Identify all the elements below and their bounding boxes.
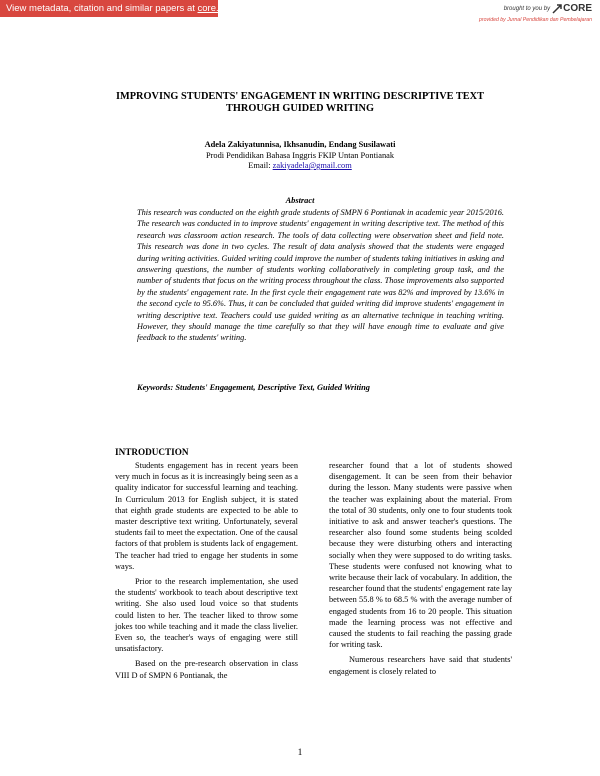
author-block (100, 140, 500, 172)
keywords: Keywords: Students' Engagement, Descriptive Text, Guided Writing (137, 383, 370, 392)
provided-by: provided by Jurnal Pendidikan dan Pembelajaran (478, 17, 592, 23)
abstract-text: This research was conducted on the eighth grade students of SMPN 6 Pontianak in academic year 2015/2016. The research was conducted in to improve students' engagement in writing descriptive text. The method of this research was classroom action research. The tools of data collecting were observation sheet and field note. This research was done in two cycles. The result of data analysis showed that the students were engaged during writing activities. Guided writing could improve the number of students taking initiatives in asking and answering questions, the number of students working collaboratively in completing group task, and the number of students that focus on the writing process throughout the class. Those improvements also supported by the students' engagement rate. In the first cycle their engagement rate was 82% and improved by 13.6% in the second cycle to 95.6%. Thus, it can be concluded that guided writing did improve students' engagement in writing descriptive text. Teachers could use guided writing as an alternative technique in teaching writing. However, they should manage the time carefully so that they will have enough time to evaluate and give feedback to the students' writing. (137, 208, 504, 343)
introduction-heading: INTRODUCTION (115, 447, 189, 457)
banner-text: View metadata, citation and similar papers at (6, 3, 198, 14)
right-column (329, 460, 512, 677)
title-line-1: IMPROVING STUDENTS' ENGAGEMENT IN WRITING DESCRIPTIVE TEXT (116, 91, 484, 102)
email-link[interactable]: zakiyadela@gmail.com (272, 161, 352, 170)
affiliation: Prodi Pendidikan Bahasa Inggris FKIP Untan Pontianak (205, 150, 395, 160)
core-logo[interactable] (552, 3, 592, 14)
brought-by (504, 3, 592, 14)
paragraph: Prior to the research implementation, she used the students' workbook to teach about descriptive text writing. She also used loud voice so that students could listen to her. The teacher liked to throw some jokes too while teaching and it made the class livelier. Even so, the teacher's ways of engaging were still unsatisfactory. (115, 577, 298, 654)
email-label: Email: (248, 161, 273, 170)
paragraph: Numerous researchers have said that students' engagement is closely related to (329, 655, 512, 676)
metadata-banner[interactable] (0, 0, 242, 17)
author-names: Adela Zakiyatunnisa, Ikhsanudin, Endang Susilawati (204, 140, 396, 149)
title-line-2: THROUGH GUIDED WRITING (226, 103, 374, 114)
left-column (115, 460, 298, 681)
email-line (100, 161, 500, 172)
core-link[interactable]: core.ac.uk (197, 3, 242, 14)
core-banner (0, 0, 600, 22)
core-logo-icon (552, 4, 562, 14)
brought-by-text: brought to you by (503, 5, 551, 12)
paper-title (60, 91, 540, 115)
paragraph: Based on the pre-research observation in class VIII D of SMPN 6 Pontianak, the (115, 659, 298, 680)
core-logo-text: CORE (563, 3, 592, 14)
paragraph: researcher found that a lot of students showed disengagement. It can be seen from their behavior during the lesson. Many students were passive when the teacher was explaining about the material. From the total of 30 students, only one to four students took initiative to ask and answer teacher's questions. The researcher also found some students being scolded because they were disturbing others and interacting socially when they were supposed to do writing tasks. These students were confused not knowing what to write because their lack of vocabulary. In addition, the researcher found that the students' engagement rate lay between 55.8 % to 68.5 % with the average number of engaged students from 16 to 20 people. This situation made the learning process was not effective and caused the students to fail reaching the passing grade for writing task. (329, 461, 512, 650)
abstract-heading: Abstract (285, 196, 315, 205)
page-number: 1 (297, 748, 303, 758)
paragraph: Students engagement has in recent years been very much in focus as it is increasingly being seen as a quality indicator for successful learning and teaching. In Curriculum 2013 for English subject, it is stated that eighth grade students are expected to be able to master descriptive text writing. Unfortunately, several students fail to meet the expectation. One of the causal factors of that problem is students lack of engagement. The teacher had tried to engage her students in some ways. (115, 461, 298, 571)
